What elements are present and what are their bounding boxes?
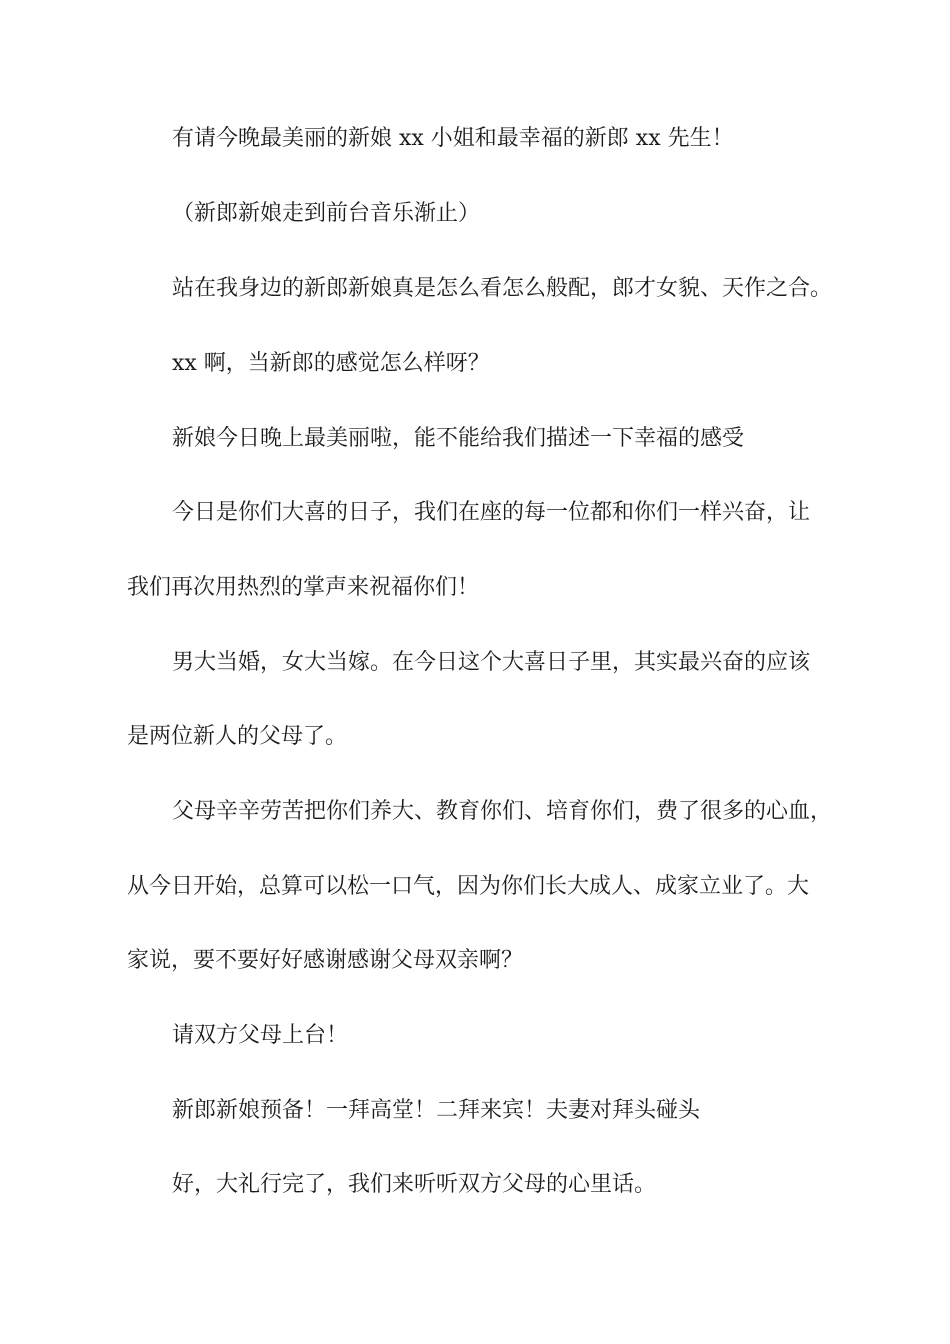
paragraph-line: 从今日开始，总算可以松一口气，因为你们长大成人、成家立业了。大 <box>127 874 810 899</box>
paragraph-line: 男大当婚，女大当嫁。在今日这个大喜日子里，其实最兴奋的应该 <box>172 650 811 675</box>
paragraph-line: 请双方父母上台！ <box>172 1023 349 1048</box>
paragraph-line: 有请今晚最美丽的新娘 xx 小姐和最幸福的新郎 xx 先生！ <box>172 126 734 151</box>
paragraph-line: 是两位新人的父母了。 <box>127 724 348 749</box>
paragraph-line: 新娘今日晚上最美丽啦，能不能给我们描述一下幸福的感受 <box>172 426 745 451</box>
paragraph-line: 站在我身边的新郎新娘真是怎么看怎么般配，郎才女貌、天作之合。 <box>172 276 833 301</box>
paragraph-line: 新郎新娘预备！一拜高堂！二拜来宾！夫妻对拜头碰头 <box>172 1098 701 1123</box>
paragraph-line: 家说，要不要好好感谢感谢父母双亲啊？ <box>127 948 524 973</box>
paragraph-line: （新郎新娘走到前台音乐渐止） <box>172 201 481 226</box>
paragraph-line: 父母辛辛劳苦把你们养大、教育你们、培育你们，费了很多的心血， <box>172 799 833 824</box>
paragraph-line: 我们再次用热烈的掌声来祝福你们！ <box>127 575 480 600</box>
paragraph-line: xx 啊，当新郎的感觉怎么样呀？ <box>172 351 490 376</box>
paragraph-line: 今日是你们大喜的日子，我们在座的每一位都和你们一样兴奋，让 <box>172 500 811 525</box>
paragraph-line: 好，大礼行完了，我们来听听双方父母的心里话。 <box>172 1172 657 1197</box>
